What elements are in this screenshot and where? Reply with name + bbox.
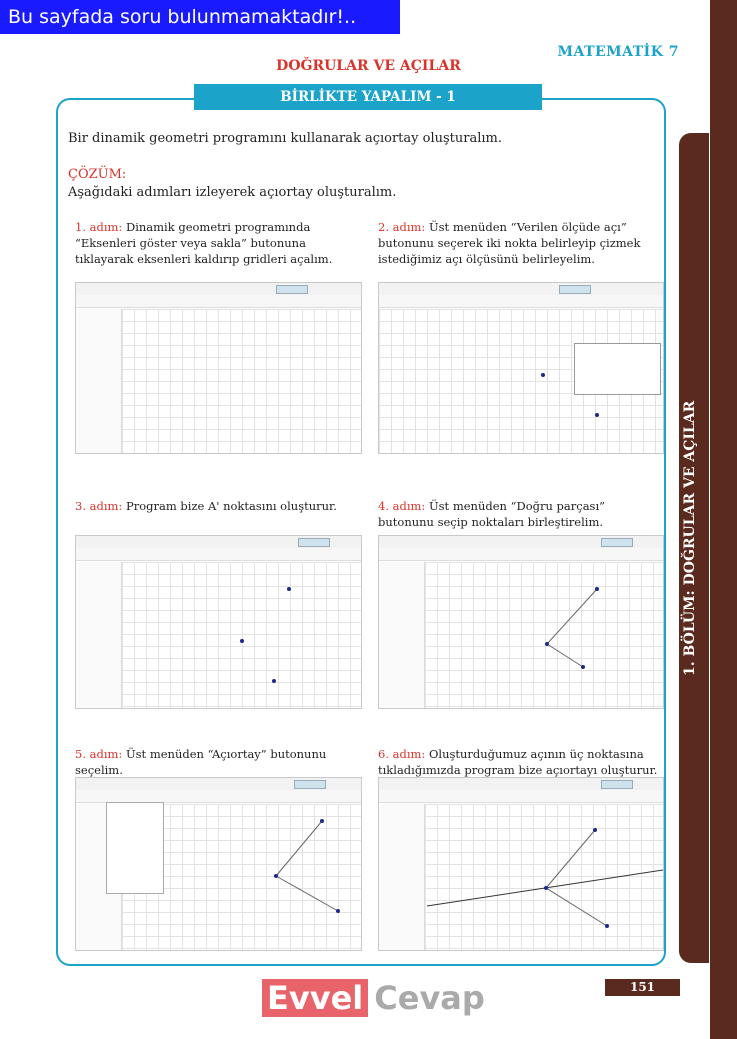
intro-text: Bir dinamik geometri programını kullanarak açıortay oluşturalım.: [68, 131, 503, 146]
screenshot-step-2: [378, 282, 664, 454]
bisector-layer: [379, 778, 663, 950]
step-1: [75, 219, 360, 267]
step-4: [378, 498, 663, 530]
page-spine: [710, 0, 737, 1039]
points-layer: [76, 536, 361, 708]
algebra-panel: [76, 309, 122, 453]
step-label: 6. adım:: [378, 747, 426, 761]
step-text: Oluşturduğumuz açının üç noktasına tıkladığımızda program bize açıortayı oluşturur.: [378, 747, 658, 777]
step-text: Dinamik geometri programında “Eksenleri göster veya sakla” butonuna tıklayarak eksenleri kaldırıp gridleri açalım.: [75, 220, 333, 266]
screenshot-step-4: [378, 535, 664, 709]
step-label: 3. adım:: [75, 499, 123, 513]
section-banner: BİRLİKTE YAPALIM - 1: [194, 84, 542, 110]
step-label: 2. adım:: [378, 220, 426, 234]
step-2: [378, 219, 663, 267]
segments-layer: [76, 778, 361, 950]
screenshot-step-1: [75, 282, 362, 454]
page-number: 151: [605, 979, 680, 996]
step-text: Üst menüden “Verilen ölçüde açı” butonunu seçerek iki nokta belirleyip çizmek istediğimiz açı ölçüsünü belirleyelim.: [378, 220, 641, 266]
step-text: Üst menüden “Doğru parçası” butonunu seçip noktaları birleştirelim.: [378, 499, 606, 529]
step-label: 1. adım:: [75, 220, 123, 234]
screenshot-step-3: [75, 535, 362, 709]
solution-title: ÇÖZÜM:: [68, 167, 127, 182]
step-6: [378, 746, 663, 778]
step-label: 5. adım:: [75, 747, 123, 761]
step-5: [75, 746, 360, 778]
solution-text: Aşağıdaki adımları izleyerek açıortay oluşturalım.: [68, 185, 397, 200]
step-3: [75, 498, 360, 514]
subject-header: MATEMATİK 7: [557, 44, 679, 60]
step-text: Program bize A' noktasını oluşturur.: [125, 499, 337, 513]
logo-part-1: Evvel: [262, 979, 368, 1017]
mode-button: [276, 285, 308, 294]
screenshot-step-5: [75, 777, 362, 951]
brand-logo: [262, 979, 485, 1017]
points-layer: [379, 283, 663, 453]
unit-title: DOĞRULAR VE AÇILAR: [276, 58, 461, 74]
step-text: Üst menüden “Açıortay” butonunu seçelim.: [75, 747, 327, 777]
grid-area: [122, 309, 361, 453]
screenshot-step-6: [378, 777, 664, 951]
logo-part-2: Cevap: [374, 979, 485, 1017]
toolbar: [76, 295, 361, 308]
chapter-tab-label: 1. BÖLÜM: DOĞRULAR VE AÇILAR: [682, 400, 698, 676]
step-label: 4. adım:: [378, 499, 426, 513]
segments-layer: [379, 536, 663, 708]
notice-banner: Bu sayfada soru bulunmamaktadır!..: [0, 0, 400, 34]
